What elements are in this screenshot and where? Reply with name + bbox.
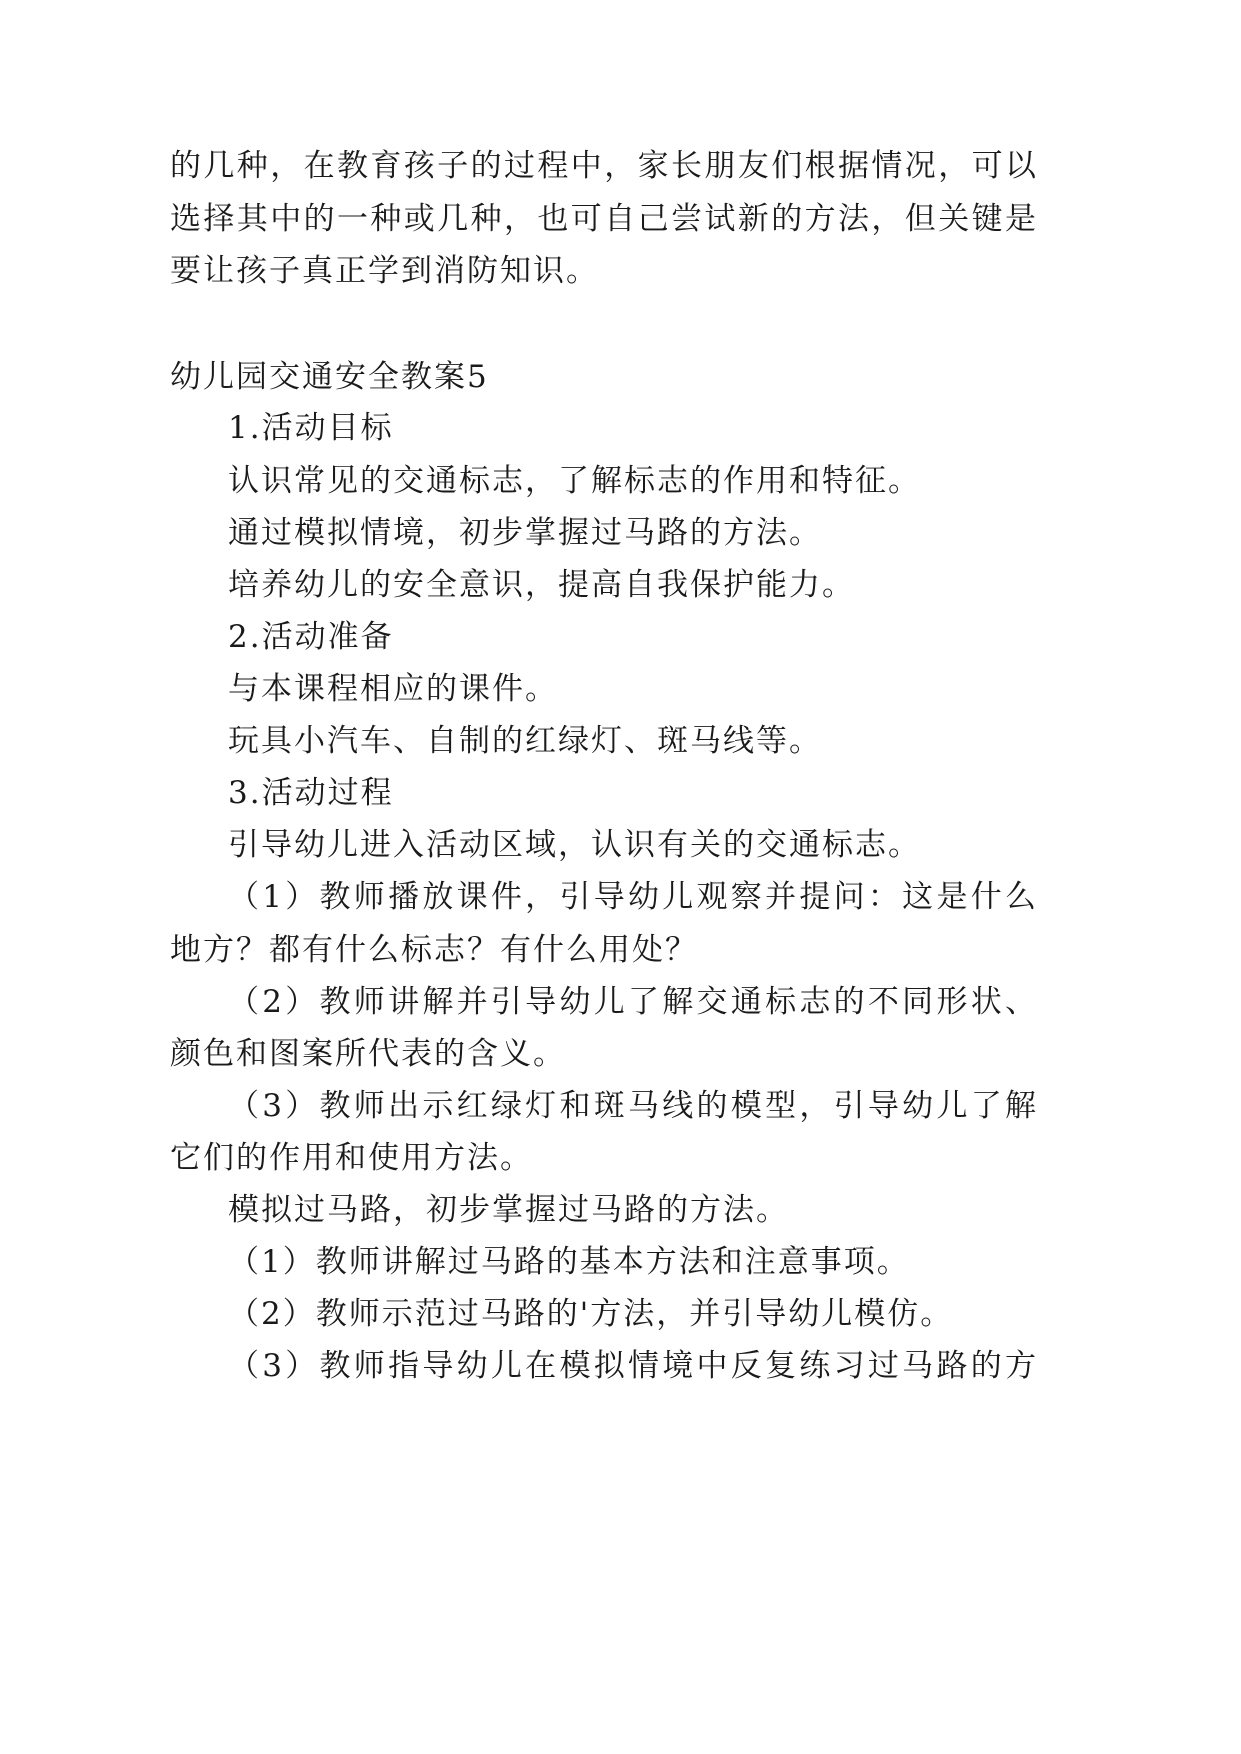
process-line: （1）教师播放课件，引导幼儿观察并提问：这是什么 (228, 879, 1038, 915)
section-title: 幼儿园交通安全教案5 (170, 359, 489, 395)
goal-item: 培养幼儿的安全意识，提高自我保护能力。 (228, 567, 855, 603)
goal-item: 认识常见的交通标志，了解标志的作用和特征。 (228, 463, 921, 499)
process-line: （3）教师指导幼儿在模拟情境中反复练习过马路的方 (228, 1348, 1038, 1384)
intro-line-3: 要让孩子真正学到消防知识。 (170, 253, 599, 289)
goal-item: 通过模拟情境，初步掌握过马路的方法。 (228, 515, 822, 551)
process-line: 引导幼儿进入活动区域，认识有关的交通标志。 (228, 827, 921, 863)
process-line: 颜色和图案所代表的含义。 (170, 1036, 566, 1072)
prep-item: 玩具小汽车、自制的红绿灯、斑马线等。 (228, 723, 822, 759)
intro-line-2: 选择其中的一种或几种，也可自己尝试新的方法，但关键是 (170, 201, 1038, 237)
process-line: 模拟过马路，初步掌握过马路的方法。 (228, 1192, 789, 1228)
process-line: 它们的作用和使用方法。 (170, 1140, 533, 1176)
process-line: 地方？都有什么标志？有什么用处？ (170, 932, 698, 968)
process-heading: 3.活动过程 (228, 775, 394, 811)
goal-heading: 1.活动目标 (228, 410, 394, 446)
process-line: （1）教师讲解过马路的基本方法和注意事项。 (228, 1244, 910, 1280)
intro-line-1: 的几种，在教育孩子的过程中，家长朋友们根据情况，可以 (170, 148, 1038, 184)
process-line: （3）教师出示红绿灯和斑马线的模型，引导幼儿了解 (228, 1088, 1038, 1124)
process-line: （2）教师讲解并引导幼儿了解交通标志的不同形状、 (228, 984, 1038, 1020)
prep-heading: 2.活动准备 (228, 619, 394, 655)
prep-item: 与本课程相应的课件。 (228, 671, 558, 707)
process-line: （2）教师示范过马路的'方法，并引导幼儿模仿。 (228, 1296, 954, 1332)
